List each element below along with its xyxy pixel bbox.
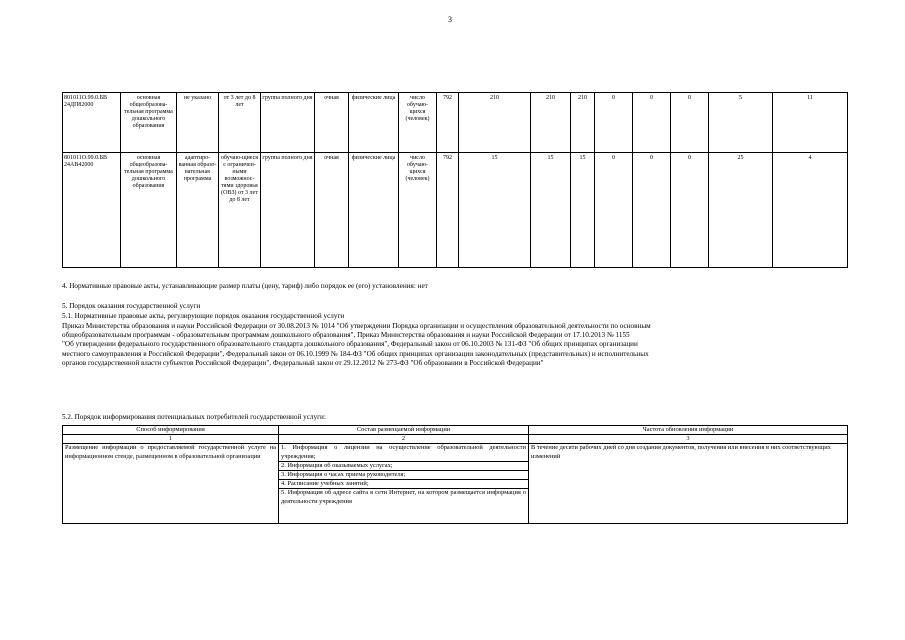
section-5-2-title: 5.2. Порядок информирования потенциальных потребителей государственной услуги: [62, 413, 326, 421]
value-cell: 210 [459, 93, 531, 153]
section-4-text: 4. Нормативные правовые акты, устанавливающие размер платы (цену, тариф) либо порядок ее (его) установления: нет [62, 282, 428, 290]
student-category: адаптиро-ванная образо-вательная программа [177, 153, 219, 268]
value-cell: 5 [709, 93, 773, 153]
indicator-name: число обучаю-щихся (человек) [399, 153, 437, 268]
program-type: основная общеобразова-тельная программа дошкольного образования [121, 93, 177, 153]
value-cell: 15 [531, 153, 571, 268]
okei-code: 792 [437, 93, 459, 153]
value-cell: 25 [709, 153, 773, 268]
value-cell: 0 [633, 153, 671, 268]
registry-code: 801011О.99.0.БВ 24АВ42000 [63, 153, 121, 268]
value-cell: 15 [571, 153, 595, 268]
registry-code: 801011О.99.0.БВ 24ДП82000 [63, 93, 121, 153]
informing-method: Размещение информации о предоставляемой государственной услуге на информационном стенде, размещенном в образовательной организации [63, 444, 279, 524]
column-header: Состав размещаемой информации [279, 426, 529, 435]
okei-code: 792 [437, 153, 459, 268]
value-cell: 0 [595, 153, 633, 268]
section-5-1-body [62, 322, 651, 368]
table-row [63, 93, 848, 153]
value-cell: 4 [773, 153, 848, 268]
consumer-category: физические лица [349, 93, 399, 153]
study-form: очная [315, 153, 349, 268]
age-group: обучаю-щиеся с ограничен-ными возможнос-тями здоровья (ОВЗ) от 3 лет до 8 лет [219, 153, 261, 268]
value-cell: 0 [633, 93, 671, 153]
legal-acts-line: местного самоуправления в Российской Федерации", Федеральный закон от 06.10.1999 № 184-ФЗ "Об общих принципах организации законодательных (представительных) и исполнительных [62, 349, 649, 358]
informing-table [62, 425, 848, 524]
list-item: 4. Расписание учебных занятий; [279, 480, 528, 489]
information-items [279, 444, 529, 524]
value-cell: 15 [459, 153, 531, 268]
services-volume-table [62, 92, 848, 268]
section-5-title: 5. Порядок оказания государственной услуги [62, 302, 201, 310]
column-number: 2 [279, 435, 529, 444]
legal-acts-line: Приказ Министерства образования и науки Российской Федерации от 30.08.2013 № 1014 "Об утверждении Порядка организации и осуществления образовательной деятельности по основным [62, 322, 651, 330]
value-cell: 210 [571, 93, 595, 153]
column-header: Частота обновления информации [529, 426, 848, 435]
list-item: 1. Информация о лицензии на осуществление образовательной деятельности учреждения; [279, 444, 528, 461]
legal-acts-line: "Об утверждении федерального государственного образовательного стандарта дошкольного образования", Федеральный закон от 06.10.2003 № 131-ФЗ "Об общих принципах организации [62, 340, 638, 349]
value-cell: 0 [671, 93, 709, 153]
table-number-row [63, 435, 848, 444]
indicator-name: число обучаю-щихся (человек) [399, 93, 437, 153]
column-number: 1 [63, 435, 279, 444]
consumer-category: физические лица [349, 153, 399, 268]
age-group: от 3 лет до 8 лет [219, 93, 261, 153]
value-cell: 0 [595, 93, 633, 153]
group-type: группа полного дня [261, 93, 315, 153]
column-number: 3 [529, 435, 848, 444]
study-form: очная [315, 93, 349, 153]
column-header: Способ информирования [63, 426, 279, 435]
value-cell: 11 [773, 93, 848, 153]
update-frequency: В течение десяти рабочих дней со дня создания документов, получения или внесения в них соответствующих изменений [529, 444, 848, 524]
table-row [63, 444, 848, 524]
section-5-1-title: 5.1. Нормативные правовые акты, регулирующие порядок оказания государственной услуги [62, 312, 345, 320]
table-header-row [63, 426, 848, 435]
group-type: группа полного дня [261, 153, 315, 268]
legal-acts-line: органов государственной власти субъектов Российской Федерации", Федеральный закон от 29.12.2012 № 273-ФЗ "Об образовании в Российской Федерации" [62, 358, 544, 367]
legal-acts-line: общеобразовательным программам - образовательным программам дошкольного образования", Приказ Министерства образования и науки Российской Федерации от 17.10.2013 № 1155 [62, 331, 630, 340]
list-item: 5. Информация об адресе сайта в сети Интернет, на котором размещается информация о деятельности учреждения [281, 489, 526, 505]
table-row [63, 153, 848, 268]
page-number: 3 [448, 15, 452, 24]
program-type: основная общеобразова-тельная программа дошкольного образования [121, 153, 177, 268]
list-item: 3. Информация о часах приема руководителя; [279, 471, 528, 480]
value-cell: 0 [671, 153, 709, 268]
value-cell: 210 [531, 93, 571, 153]
list-item: 2. Информация об оказываемых услугах; [279, 462, 528, 471]
student-category: не указано [177, 93, 219, 153]
